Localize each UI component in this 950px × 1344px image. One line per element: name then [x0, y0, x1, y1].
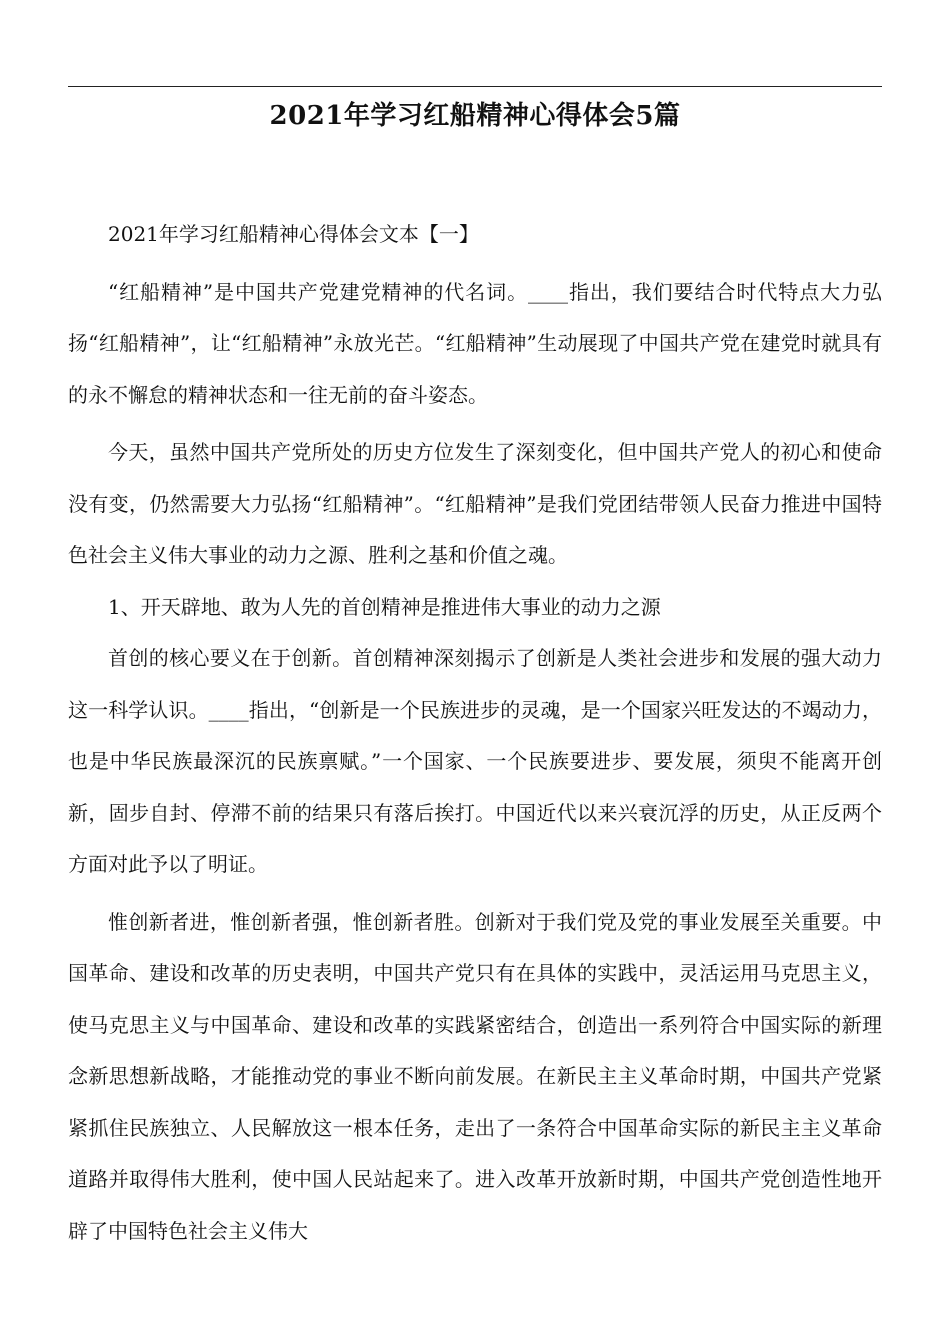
- paragraph-subheading-1: 1、开天辟地、敢为人先的首创精神是推进伟大事业的动力之源: [108, 594, 661, 619]
- paragraph-innovators: 惟创新者进，惟创新者强，惟创新者胜。创新对于我们党及党的事业发展至关重要。中国革命、建设和改革的历史表明，中国共产党只有在具体的实践中，灵活运用马克思主义，使马克思主义与中国革命、建设和改革的实践紧密结合，创造出一系列符合中国实际的新理念新思想新战略，才能推动党的事业不断向前发展。在新民主主义革命时期，中国共产党紧紧抓住民族独立、人民解放这一根本任务，走出了一条符合中国革命实际的新民主主义革命道路并取得伟大胜利，使中国人民站起来了。进入改革开放新时期，中国共产党创造性地开辟了中国特色社会主义伟大: [68, 909, 882, 1243]
- paragraph-today: 今天，虽然中国共产党所处的历史方位发生了深刻变化，但中国共产党人的初心和使命没有变，仍然需要大力弘扬“红船精神”。“红船精神”是我们党团结带领人民奋力推进中国特色社会主义伟大事业的动力之源、胜利之基和价值之魂。: [68, 440, 882, 567]
- document-body: [68, 209, 882, 1257]
- header-rule: [68, 86, 882, 87]
- paragraph-intro: “红船精神”是中国共产党建党精神的代名词。____指出，我们要结合时代特点大力弘扬“红船精神”，让“红船精神”永放光芒。“红船精神”生动展现了中国共产党在建党时就具有的永不懈怠的精神状态和一往无前的奋斗姿态。: [68, 279, 882, 407]
- document-title: 2021年学习红船精神心得体会5篇: [269, 101, 681, 131]
- section-heading: 2021年学习红船精神心得体会文本【一】: [108, 222, 479, 246]
- paragraph-innovation: 首创的核心要义在于创新。首创精神深刻揭示了创新是人类社会进步和发展的强大动力这一科学认识。____指出，“创新是一个民族进步的灵魂，是一个国家兴旺发达的不竭动力，也是中华民族最深沉的民族禀赋。”一个国家、一个民族要进步、要发展，须臾不能离开创新，固步自封、停滞不前的结果只有落后挨打。中国近代以来兴衰沉浮的历史，从正反两个方面对此予以了明证。: [68, 646, 882, 876]
